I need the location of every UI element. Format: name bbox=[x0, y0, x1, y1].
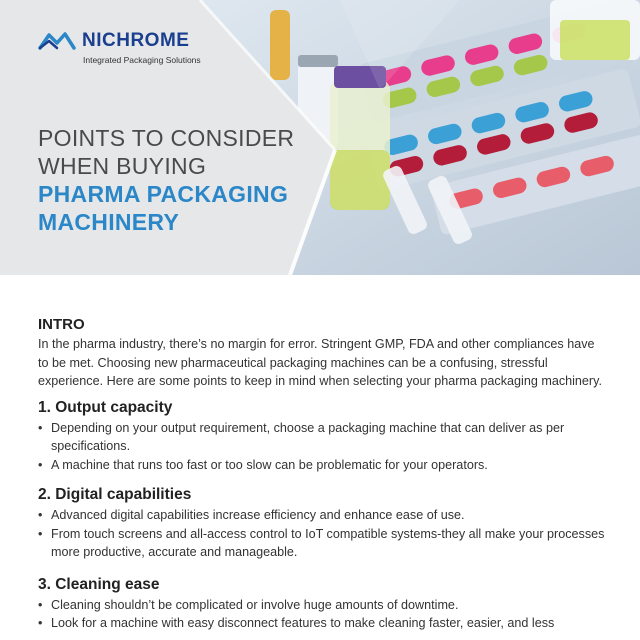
list-item: • A machine that runs too fast or too slow can be problematic for your operators. bbox=[38, 456, 608, 475]
title-line-4: MACHINERY bbox=[38, 209, 180, 235]
title-line-3: PHARMA PACKAGING bbox=[38, 181, 289, 207]
brand-tagline: Integrated Packaging Solutions bbox=[83, 55, 201, 65]
section-heading: 1. Output capacity bbox=[38, 398, 173, 416]
list-item: • Advanced digital capabilities increase efficiency and enhance ease of use. bbox=[38, 506, 608, 525]
title-line-2: WHEN BUYING bbox=[38, 153, 207, 179]
section-digital-capabilities bbox=[38, 486, 608, 562]
list-item: • Look for a machine with easy disconnect features to make cleaning faster, easier, and less bbox=[38, 614, 608, 633]
intro-paragraph: In the pharma industry, there’s no margin for error. Stringent GMP, FDA and other compliances have to be met. Choosing new pharmaceutical packaging machines can be a confusing, stressful experience. Here are some points to keep in mind when selecting your pharma packaging machinery. bbox=[38, 337, 602, 388]
intro-heading: INTRO bbox=[38, 316, 85, 333]
bullet-list bbox=[38, 419, 608, 475]
section-heading: 2. Digital capabilities bbox=[38, 486, 192, 503]
nichrome-logo-icon bbox=[37, 30, 77, 52]
section-cleaning-ease bbox=[38, 576, 608, 633]
section-output-capacity bbox=[38, 399, 608, 475]
bullet-list bbox=[38, 506, 608, 562]
bullet-list bbox=[38, 596, 608, 633]
section-heading: 3. Cleaning ease bbox=[38, 575, 160, 593]
title-line-1: POINTS TO CONSIDER bbox=[38, 125, 295, 151]
list-item: • Depending on your output requirement, choose a packaging machine that can deliver as per specifications. bbox=[38, 419, 608, 456]
list-item: • Cleaning shouldn’t be complicated or involve huge amounts of downtime. bbox=[38, 596, 608, 615]
brand-name: NICHROME bbox=[82, 30, 190, 51]
page-title bbox=[38, 124, 338, 236]
header-banner bbox=[0, 0, 640, 275]
brand-logo bbox=[37, 30, 201, 65]
article-body bbox=[38, 316, 608, 633]
list-item: • From touch screens and all-access control to IoT compatible systems-they all make your processes more productive, accurate and manageable. bbox=[38, 525, 608, 562]
